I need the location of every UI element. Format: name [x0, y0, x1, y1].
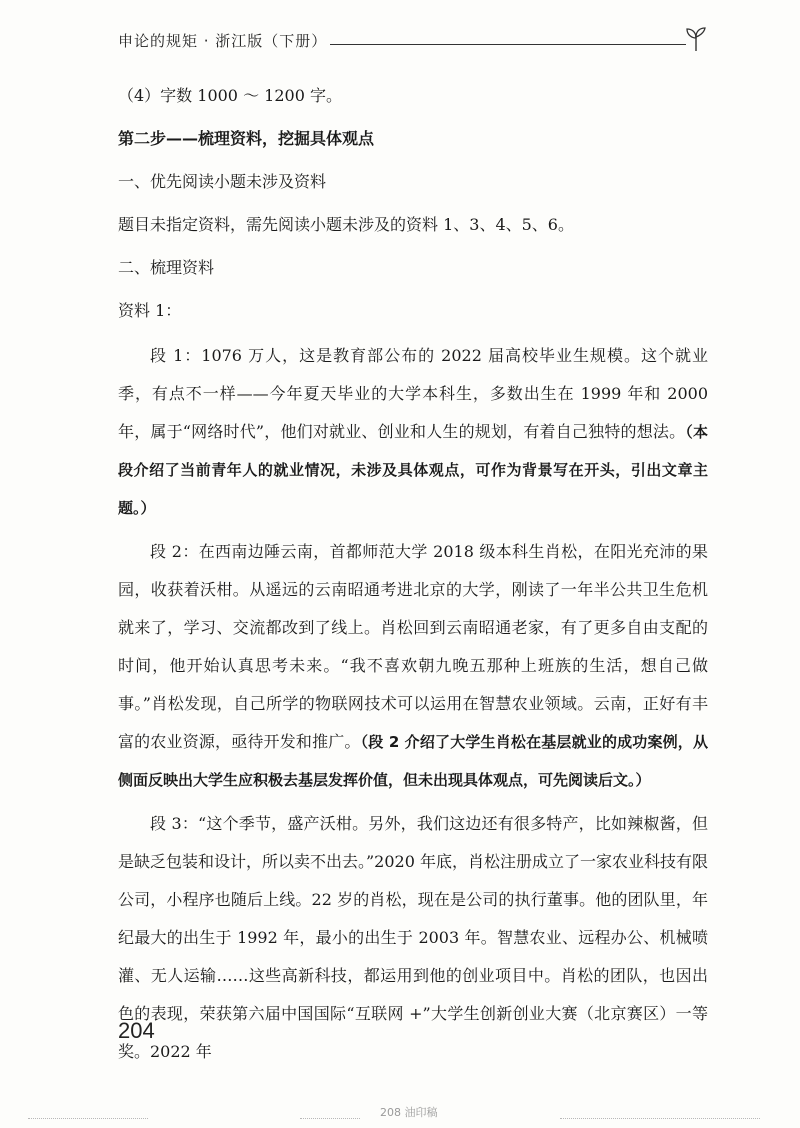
section2-heading: 二、梳理资料 — [118, 258, 215, 277]
paragraph-3-text: 段 3：“这个季节，盛产沃柑。另外，我们这边还有很多特产，比如辣椒酱，但是缺乏包装和设计，所以卖不出去。”2020 年底，肖松注册成立了一家农业科技有限公司，小程序也随后上线。22 岁的肖松，现在是公司的执行董事。他的团队里，年纪最大的出生于 1992 年，最小的出生于 2003 年。智慧农业、远程办公、机械喷灌、无人运输……这些高新科技，都运用到他的创业项目中。肖松的团队，也因出色的表现，荣获第六届中国国际“互联网 +”大学生创新创业大赛（北京赛区）一等奖。2022 年 — [118, 814, 708, 1061]
step2-heading: 第二步——梳理资料，挖掘具体观点 — [118, 129, 375, 148]
header-rule — [330, 44, 686, 45]
page-number: 204 — [118, 1018, 155, 1043]
paragraph-1 — [118, 337, 708, 527]
paragraph-3 — [118, 805, 708, 1071]
scan-artifact-left — [28, 1118, 148, 1119]
paragraph-2 — [118, 533, 708, 799]
material1-label: 资料 1： — [118, 301, 182, 320]
sprout-icon — [684, 26, 708, 52]
scan-artifact-mid — [300, 1118, 360, 1119]
requirement-4: （4）字数 1000 ～ 1200 字。 — [118, 86, 342, 105]
scan-artifact-right — [560, 1118, 760, 1119]
section1-text: 题目未指定资料，需先阅读小题未涉及的资料 1、3、4、5、6。 — [118, 215, 574, 234]
paragraph-2-note: （段 2 介绍了大学生肖松在基层就业的成功案例，从侧面反映出大学生应积极去基层发挥价值，但未出现具体观点，可先阅读后文。） — [118, 733, 708, 789]
section1-heading: 一、优先阅读小题未涉及资料 — [118, 172, 327, 191]
paragraph-1-note: （本段介绍了当前青年人的就业情况，未涉及具体观点，可作为背景写在开头，引出文章主题。） — [118, 423, 708, 517]
running-header — [118, 26, 708, 54]
page-body — [118, 86, 708, 1071]
book-title: 申论的规矩 · 浙江版（下册） — [118, 32, 328, 50]
scan-mark: 208 油印稿 — [380, 1106, 438, 1119]
paragraph-1-text: 段 1：1076 万人，这是教育部公布的 2022 届高校毕业生规模。这个就业季，有点不一样——今年夏天毕业的大学本科生，多数出生在 1999 年和 2000 年，属于“网络时代”，他们对就业、创业和人生的规划，有着自己独特的想法。 — [118, 346, 708, 441]
paragraph-2-text: 段 2：在西南边陲云南，首都师范大学 2018 级本科生肖松，在阳光充沛的果园，收获着沃柑。从遥远的云南昭通考进北京的大学，刚读了一年半公共卫生危机就来了，学习、交流都改到了线上。肖松回到云南昭通老家，有了更多自由支配的时间，他开始认真思考未来。“我不喜欢朝九晚五那种上班族的生活，想自己做事。”肖松发现，自己所学的物联网技术可以运用在智慧农业领域。云南，正好有丰富的农业资源，亟待开发和推广。 — [118, 542, 708, 751]
